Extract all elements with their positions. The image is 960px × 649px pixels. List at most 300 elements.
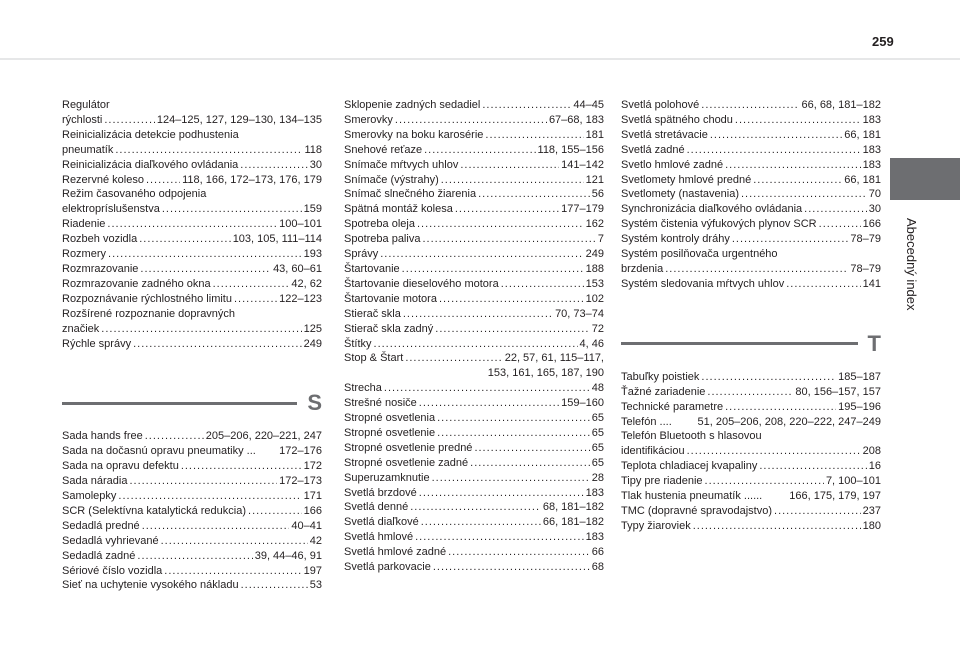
index-entry-term: Sériové číslo vozidla [62,564,163,577]
index-entry-pages: 121 [585,173,604,186]
index-entry [344,307,604,322]
leader-dots [129,474,277,489]
divider-rule [621,342,858,345]
letter-divider [621,332,881,356]
leader-dots [478,187,590,202]
index-entry [344,262,604,277]
leader-dots [213,277,290,292]
index-entry [62,217,322,232]
index-entry [621,247,881,277]
leader-dots [417,217,584,232]
index-entry-term: Sada na dočasnú opravu pneumatiky ... [62,445,256,458]
index-entry [344,396,604,411]
leader-dots [108,247,302,262]
index-entry-pages: 118, 166, 172–173, 176, 179 [182,173,322,186]
index-entry-pages: 183 [862,158,881,171]
index-entry [344,486,604,501]
index-entry-term: Štartovanie motora [344,292,437,305]
leader-dots [725,158,861,173]
index-entry [344,337,604,352]
index-entry-term: Smerovky na boku karosérie [344,128,484,141]
index-entry-term: brzdenia [621,262,664,275]
leader-dots [107,217,277,232]
index-entry-term: Rozmrazovanie zadného okna [62,277,211,290]
index-entry-term: Štítky [344,337,372,350]
index-entry [62,519,322,534]
index-entry-term: Svetlá parkovacie [344,561,431,574]
index-entry [344,232,604,247]
index-entry [62,564,322,579]
index-entry [344,292,604,307]
index-entry-term: Stropné osvetlenie predné [344,441,473,454]
index-entry [62,459,322,474]
index-entry [621,128,881,143]
index-entry [344,187,604,202]
index-entry-pages: 166, 175, 179, 197 [789,490,881,503]
index-entry [344,426,604,441]
leader-dots [384,381,590,396]
leader-dots [374,337,578,352]
index-entry-pages: 72 [591,322,604,335]
index-entry [344,143,604,158]
index-entry-term: Typy žiaroviek [621,519,691,532]
leader-dots [437,411,590,426]
index-entry-term: pneumatík [62,143,114,156]
index-entry-pages: 70, 73–74 [555,307,604,320]
index-entry [62,98,322,128]
index-entry-term: Tipy pre riadenie [621,475,703,488]
index-entry-pages: 65 [591,426,604,439]
index-entry-term: Strecha [344,382,382,395]
leader-dots [162,202,302,217]
index-entry [344,545,604,560]
index-entry [344,456,604,471]
index-entry-pages: 66, 181–182 [542,516,604,529]
index-entry-pages: 171 [303,490,322,503]
index-entry [62,549,322,564]
index-entry [621,474,881,489]
leader-dots [422,232,595,247]
index-entry-pages: 70 [868,188,881,201]
index-entry-term: Ťažné zariadenie [621,385,706,398]
index-entry-term: Teplota chladiacej kvapaliny [621,460,758,473]
leader-dots [439,292,584,307]
index-entry-pages: 68 [591,561,604,574]
index-entry-term: značiek [62,322,100,335]
index-entry-pages: 183 [585,486,604,499]
leader-dots [142,519,290,534]
index-entry [344,515,604,530]
index-entry-term: Riadenie [62,218,106,231]
index-entry [62,277,322,292]
index-entry [621,187,881,202]
leader-dots [395,113,547,128]
index-entry-term: Rozbeh vozidla [62,233,138,246]
leader-dots [241,578,308,593]
index-entry-term: Svetlá denné [344,501,409,514]
index-entry-pages: 48 [591,382,604,395]
index-entry [344,441,604,456]
index-entry-pages: 67–68, 183 [548,113,604,126]
index-entry-pages: 102 [585,292,604,305]
index-entry-term: Snímače (výstrahy) [344,173,439,186]
index-entry [62,429,322,444]
index-entry-term: Stierač skla zadný [344,322,434,335]
leader-dots [115,143,302,158]
index-entry-term: Snímače mŕtvych uhlov [344,158,459,171]
index-entry-term: Superuzamknutie [344,471,430,484]
index-entry-pages: 172–176 [279,445,322,458]
index-entry-pages: 65 [591,456,604,469]
index-entry-term: Svetlomety (nastavenia) [621,188,739,201]
leader-dots [460,158,559,173]
index-entry-term: Snímač slnečného žiarenia [344,188,477,201]
page-number: 259 [872,34,894,49]
index-entry-heading: Reinicializácia detekcie podhustenia [62,128,239,141]
index-entry-term: Svetlo hmlové zadné [621,158,724,171]
leader-dots [665,262,848,277]
index-entry-term: Svetlá zadné [621,143,685,156]
index-entry-pages: 7, 100–101 [825,475,881,488]
index-entry-term: Rýchle správy [62,337,132,350]
header-rule [0,58,960,60]
index-entry-pages: 183 [585,531,604,544]
index-entry [62,578,322,593]
index-entry-term: Svetlomety hmlové predné [621,173,752,186]
index-entry-heading: Rozšírené rozpoznanie dopravných [62,307,236,320]
leader-dots [161,534,308,549]
leader-dots [693,519,861,534]
index-entry-term: Strešné nosiče [344,397,417,410]
index-entry [62,489,322,504]
index-entry [621,459,881,474]
index-entry-term: Spätná montáž kolesa [344,203,453,216]
index-entry-heading: Telefón Bluetooth s hlasovou [621,430,762,443]
index-entry-pages: 166 [862,218,881,231]
index-entry-term: Stierač skla [344,307,401,320]
index-entry-term: Rezervné koleso [62,173,144,186]
index-entry-pages: 28 [591,471,604,484]
index-entry-pages: 141 [862,277,881,290]
index-entry-pages: 40–41 [291,519,322,532]
leader-dots [240,158,307,173]
index-entry-term: Stropné osvetlenia [344,412,436,425]
index-entry-term: Sada náradia [62,475,128,488]
leader-dots [448,545,590,560]
leader-dots [707,385,793,400]
index-entry [344,277,604,292]
index-entry-pages: 4, 46 [579,337,604,350]
index-entry [621,277,881,292]
index-entry-term: Systém kontroly dráhy [621,233,730,246]
index-entry [344,202,604,217]
leader-dots [101,322,301,337]
index-entry-pages: 66, 181 [844,173,881,186]
index-entry [344,128,604,143]
index-entry-pages: 122–123 [279,292,322,305]
index-entry [62,158,322,173]
index-entry [344,560,604,575]
leader-dots [419,486,584,501]
leader-dots [164,564,301,579]
index-entry-term: Sedadlá zadné [62,549,136,562]
leader-dots [433,560,590,575]
section-tab-marker [890,158,960,200]
leader-dots [437,426,590,441]
index-entry [62,173,322,188]
index-entry-term: Tabuľky poistiek [621,370,700,383]
leader-dots [421,515,541,530]
index-entry-pages: 51, 205–206, 208, 220–222, 247–249 [697,415,881,428]
section-tab-label: Abecedný index [904,218,919,311]
index-entry [344,471,604,486]
index-entry-term: Svetlá hmlové zadné [344,546,447,559]
index-entry-term: Rozpoznávanie rýchlostného limitu [62,292,232,305]
leader-dots [234,292,277,307]
index-entry-term: Systém čistenia výfukových plynov SCR [621,218,817,231]
leader-dots [485,128,583,143]
index-entry-pages: 180 [862,519,881,532]
index-entry-term: Svetlá polohové [621,99,700,111]
index-entry-pages: 177–179 [561,203,604,216]
index-entry [621,173,881,188]
index-entry [621,232,881,247]
index-entry-term: Telefón .... [621,415,672,428]
index-entry [621,519,881,534]
index-entry [344,173,604,188]
index-entry-pages: 78–79 [850,233,881,246]
section-letter: S [307,390,322,416]
leader-dots [146,173,180,188]
leader-dots [402,262,584,277]
index-entry-term: Svetlá diaľkové [344,516,419,529]
index-entry-pages: 193 [303,248,322,261]
index-entry-term: Reinicializácia diaľkového ovládania [62,158,239,171]
index-entry-pages: 68, 181–182 [542,501,604,514]
index-entry-term: elektropríslušenstva [62,203,160,216]
index-column-2 [344,98,604,575]
index-entry-pages: 181 [585,128,604,141]
leader-dots [405,351,502,366]
index-entry-pages: 22, 57, 61, 115–117, [504,352,604,365]
index-entry [344,381,604,396]
index-entry-term: Rozmery [62,248,107,261]
index-entry-term: TMC (dopravné spravodajstvo) [621,504,773,517]
index-entry-pages: 42 [309,534,322,547]
index-entry-pages: 153 [585,277,604,290]
index-entry-pages: 7 [597,233,604,246]
index-entry-pages: 39, 44–46, 91 [254,549,322,562]
index-entry-term: Rozmrazovanie [62,262,139,275]
index-entry-pages: 100–101 [279,218,322,231]
index-entry [621,143,881,158]
index-entry-pages: 118, 155–156 [537,143,604,156]
leader-dots [415,530,584,545]
index-entry [62,504,322,519]
index-entry-term: Správy [344,248,379,261]
index-entry-pages: 103, 105, 111–114 [232,233,322,246]
index-entry-pages: 118 [304,143,322,156]
leader-dots [786,277,860,292]
leader-dots [104,113,154,128]
index-entry [62,474,322,489]
leader-dots [139,232,230,247]
index-entry-term: Sedadlá vyhrievané [62,534,159,547]
index-entry-pages: 195–196 [838,400,881,413]
index-entry [62,128,322,158]
index-entry-term: Sada na opravu defektu [62,460,179,473]
index-entry-term: Sedadlá predné [62,519,140,532]
index-entry [621,400,881,415]
leader-dots [470,456,590,471]
index-entry [62,247,322,262]
leader-dots [432,471,590,486]
index-entry-pages: 66, 181 [844,128,881,141]
index-entry-term: Stropné osvetlenie zadné [344,456,469,469]
leader-dots [759,459,866,474]
index-entry [621,158,881,173]
leader-dots [819,217,861,232]
index-entry-pages: 78–79 [850,262,881,275]
index-entry-pages: 185–187 [838,370,881,383]
index-entry-pages: 159 [303,203,322,216]
index-entry-pages: 56 [591,188,604,201]
index-entry-term: Sklopenie zadných sedadiel [344,99,481,111]
index-entry [344,500,604,515]
index-entry-term: Snehové reťaze [344,143,423,156]
index-entry-pages: 183 [862,143,881,156]
index-entry-term: Sada hands free [62,430,143,443]
index-entry [344,217,604,232]
index-entry [344,113,604,128]
leader-dots [455,202,559,217]
index-entry-pages: 53 [309,579,322,592]
leader-dots [687,444,861,459]
index-entry [344,411,604,426]
index-entry [62,444,322,459]
leader-dots [410,500,541,515]
index-entry-pages: 249 [585,248,604,261]
leader-dots [424,143,535,158]
index-entry-term: rýchlosti [62,113,103,126]
index-entry-pages: 249 [303,337,322,350]
index-entry-pages: 66, 68, 181–182 [801,99,881,111]
leader-dots [732,232,849,247]
index-entry-pages: 172–173 [279,475,322,488]
index-entry-pages: 166 [303,504,322,517]
index-entry-term: Stop & Štart [344,352,404,365]
index-entry-term: Stropné osvetlenie [344,426,436,439]
index-entry-pages: 65 [591,441,604,454]
leader-dots [118,489,301,504]
index-column-1 [62,98,322,593]
index-entry-pages: 172 [303,460,322,473]
leader-dots [701,98,799,113]
index-entry-pages: 30 [309,158,322,171]
index-entry [344,530,604,545]
index-entry-term: Synchronizácia diaľkového ovládania [621,203,803,216]
leader-dots [140,262,271,277]
index-entry [344,98,604,113]
index-entry-term: Sieť na uchytenie vysokého nákladu [62,579,239,592]
index-entry-pages: 65 [591,412,604,425]
index-entry-pages: 237 [862,504,881,517]
index-entry-pages: 183 [862,113,881,126]
index-entry-pages: 30 [868,203,881,216]
leader-dots [735,113,861,128]
index-entry-pages: 208 [862,445,881,458]
index-entry-pages-continued: 153, 161, 165, 187, 190 [487,367,604,380]
index-entry-pages: 188 [585,262,604,275]
index-entry [621,489,881,504]
index-entry [62,337,322,352]
index-entry [344,158,604,173]
leader-dots [804,202,867,217]
leader-dots [419,396,559,411]
index-entry [621,429,881,459]
section-letter: T [867,330,881,356]
index-entry [621,504,881,519]
index-entry [344,247,604,262]
leader-dots [435,322,589,337]
leader-dots [137,549,252,564]
index-entry-heading: Regulátor [62,99,110,111]
index-entry [62,262,322,277]
leader-dots [501,277,584,292]
index-entry [62,232,322,247]
index-entry-pages: 197 [303,564,322,577]
leader-dots [441,173,584,188]
leader-dots [710,128,842,143]
index-entry-term: Samolepky [62,490,117,503]
index-entry-pages: 205–206, 220–221, 247 [205,430,322,443]
index-entry [62,187,322,217]
leader-dots [403,307,553,322]
leader-dots [701,370,836,385]
index-entry-heading: Systém posilňovača urgentného [621,248,778,261]
index-entry-term: identifikáciou [621,445,685,458]
leader-dots [687,143,861,158]
index-entry [621,217,881,232]
index-entry-heading: Režim časovaného odpojenia [62,188,207,201]
index-entry-pages: 124–125, 127, 129–130, 134–135 [156,113,322,126]
leader-dots [474,441,589,456]
leader-dots [181,459,302,474]
leader-dots [482,98,571,113]
index-entry-pages: 43, 60–61 [273,262,322,275]
leader-dots [753,173,842,188]
index-entry [621,113,881,128]
leader-dots [705,474,824,489]
leader-dots [774,504,861,519]
index-entry [62,534,322,549]
index-entry-pages: 141–142 [561,158,604,171]
index-entry-term: Svetlá hmlové [344,531,414,544]
index-entry-pages: 80, 156–157, 157 [795,385,881,398]
index-entry-term: Spotreba paliva [344,233,421,246]
index-entry-term: Spotreba oleja [344,218,415,231]
index-entry [621,385,881,400]
index-entry-term: Smerovky [344,113,393,126]
index-entry-term: Svetlá stretávacie [621,128,708,141]
index-entry-term: Svetlá spätného chodu [621,113,733,126]
leader-dots [133,337,302,352]
index-entry-pages: 66 [591,546,604,559]
leader-dots [248,504,302,519]
index-entry-term: Tlak hustenia pneumatík ...... [621,490,763,503]
index-entry-pages: 162 [585,218,604,231]
index-entry-pages: 44–45 [573,99,604,111]
